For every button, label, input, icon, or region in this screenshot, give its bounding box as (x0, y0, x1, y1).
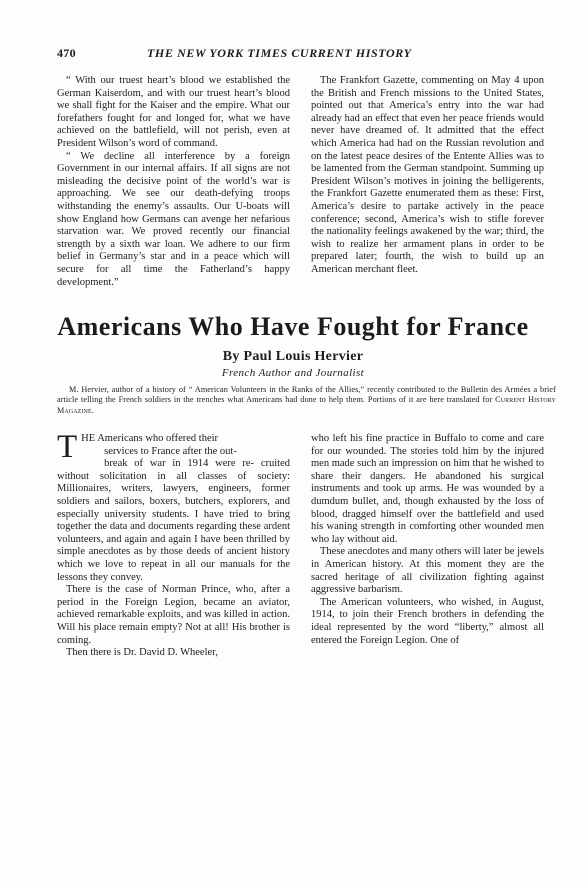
bottom-left-column (57, 429, 291, 660)
first-paragraph-rest: cruited without solicitation in all classes of society: Millionaires, writers, lawyers, engineers, former soldiers and sailors, boxers, butchers, explorers, and especially university students. I have tried to bring together the data and documents regarding these ardent volunteers, and again and again I have been thrilled by simple anecdotes as by those deeds of ancient history which we love to repeat in all our manuals for the lessons they convey. (57, 458, 291, 583)
editor-note (57, 385, 556, 416)
page-number: 470 (57, 46, 76, 60)
article-paragraph-anecdotes: These anecdotes and many others will later be jewels in American history. At this moment they are the sacred heritage of all civilization fighting against aggressive barbarism. (311, 546, 544, 596)
top-left-column (57, 75, 290, 289)
article-byline: By Paul Louis Hervier (222, 349, 364, 364)
article-paragraph-continued: who left his fine practice in Buffalo to come and care for our wounded. The stories told him by the injured men made such an impression on him that he wished to share their dangers. He abandoned his surgical instruments and took up arms. He was wounded by a dumdum bullet, and, though exhausted by the loss of blood, dragged himself over the battlefield and used his waning strength in comforting other wounded men who lay without aid. (311, 433, 544, 545)
article-paragraph-prince: There is the case of Norman Prince, who, after a period in the Foreign Legion, became an aviator, achieved remarkable exploits, and was killed in action. Will his place remain empty? Not at all! His brother is coming. (57, 584, 290, 646)
editor-note-magazine: Current History Magazine (57, 395, 556, 415)
quote-paragraph-1: “ With our truest heart’s blood we established the German Kaiserdom, and with our truest heart’s blood we shall fight for the Kaiser and the empire. What our forefathers fought for and longed for, what we have achieved on the battlefield, will not perish, even at President Wilson’s word of command. (57, 75, 290, 149)
page-header (57, 46, 556, 62)
article-first-paragraph (57, 429, 291, 584)
editor-note-text: M. Hervier, author of a history of “ American Volunteers in the Ranks of the Allies,” recently contributed to the Bulletin des Armées a brief article telling the French soldiers in the trenches what Americans had done to help them. Portions of it are here translated for (57, 385, 556, 405)
article-paragraph-volunteers: The American volunteers, who wished, in August, 1914, to join their French brothers in defending the ideal represented by the word “liberty,” almost all entered the Foreign Legion. One of (311, 596, 544, 646)
quote-paragraph-2: “ We decline all interference by a foreign Government in our internal affairs. If all signs are not misleading the decisive point of the world’s war is approaching. We see our death-defying troops withstanding the enemy’s assaults. Our U-boats will show England how Germans can avenge her nefarious starvation war. We proved recently our financial strength by a sixth war loan. We adhere to our firm belief in Germany’s star and in a peace which will secure for all time the Fatherland’s happy development.” (57, 150, 290, 288)
third-line: break of war in 1914 were re- (104, 458, 255, 470)
bottom-right-column (311, 433, 544, 647)
second-line: services to France after the out- (104, 445, 237, 457)
first-line: HE Americans who offered their (81, 433, 219, 444)
gazette-paragraph: The Frankfort Gazette, commenting on May 4 upon the British and French missions to the United States, pointed out that America’s entry into the war had already had an effect that even her peace friends would never have dreamed of. It admitted that the effect which America had had on the Russian revolution and on the latest peace desires of the Entente Allies was to be lamented from the German standpoint. Summing up President Wilson’s motives in joining the belligerents, the Frankfort Gazette enumerated them as these: First, America’s desire to partake actively in the peace conference; second, America’s wish to stifle forever the nationality feelings awakened by the war; third, the wish to realize her armament plans in order to be prepared later; fourth, the wish to build up an American merchant fleet. (311, 75, 544, 275)
top-right-column (311, 75, 544, 277)
article-title: Americans Who Have Fought for France (57, 312, 529, 341)
editor-note-end: . (91, 405, 94, 415)
drop-cap: T (57, 429, 78, 465)
running-title: THE NEW YORK TIMES CURRENT HISTORY (147, 46, 412, 60)
author-role: French Author and Journalist (221, 367, 365, 379)
article-paragraph-wheeler: Then there is Dr. David D. Wheeler, (66, 647, 218, 659)
